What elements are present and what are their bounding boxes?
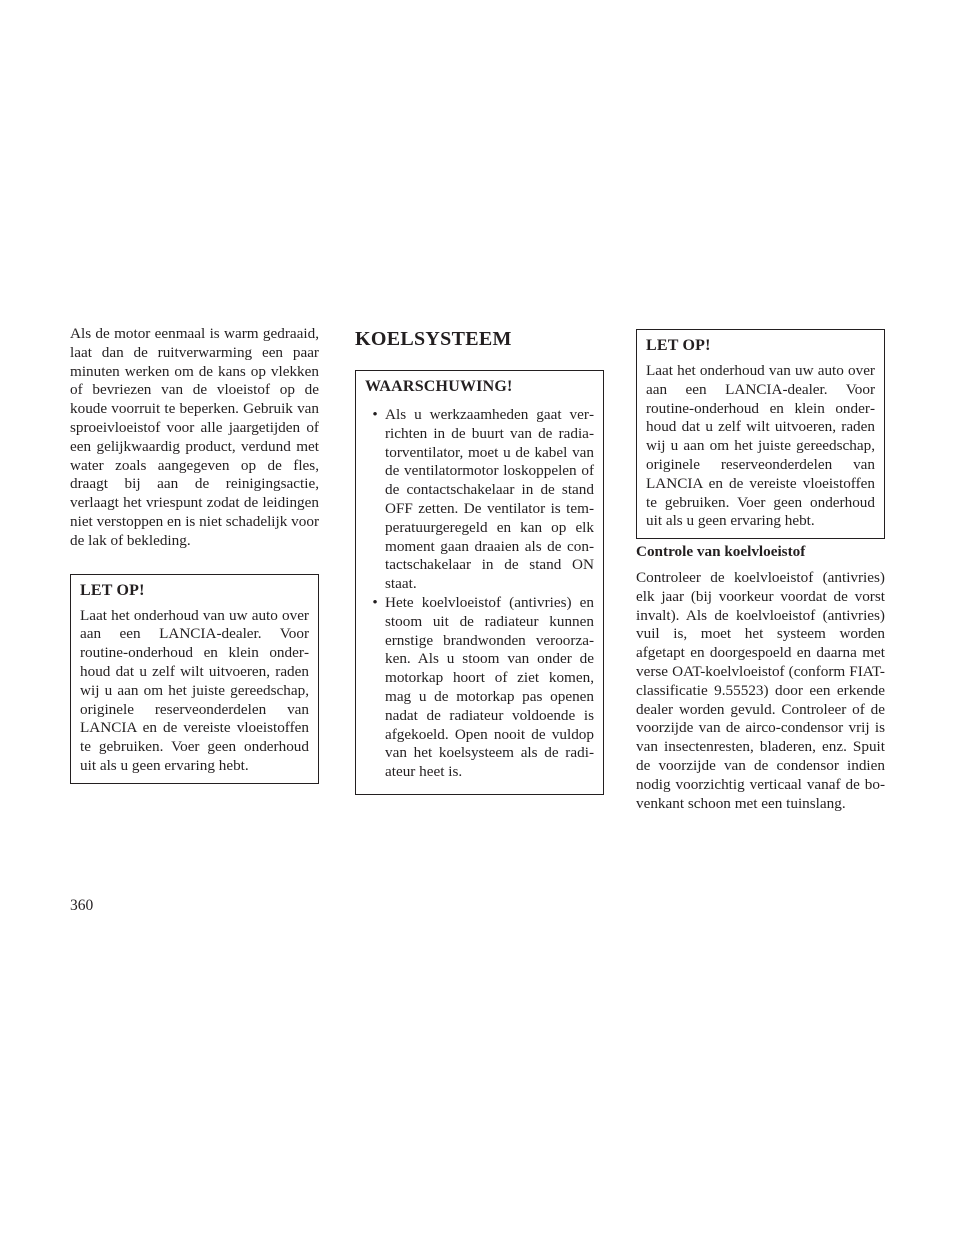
coolant-check-paragraph: Controleer de koelvloeistof (antivries) elk jaar (bij voorkeur voordat de vorst invalt). Als de koelvloeistof (antivries) vuil is, moet het systeem worden afgetapt en doorgespoeld en daarna met verse OAT-koelvloeistof (conform FIAT-classificatie 9.55523) door een erkende dealer worden gevuld. Controleer of de voorzijde van de airco-condensor vrij is van insectenresten, bladeren, enz. Spuit de voorzijde van de condensor indien nodig voorzichtig verticaal vanaf de bovenkant schoon met een tuinslang. [636,568,885,812]
caution-title: LET OP! [80,581,145,599]
middle-column [355,327,604,795]
section-title: KOELSYSTEEM [355,328,512,350]
warning-item-text: Hete koelvloeistof (antivries) en stoom uit de radiateur kunnen ernstige brandwonden veroorzaken. Als u stoom van onder de motorkap hoort of ziet komen, mag u de motorkap pas openen nadat de radiateur voldoende is afgekoeld. Open nooit de vuldop van het koelsysteem als de radiateur heet is. [385,593,594,781]
right-column [636,329,885,813]
bullet-icon: • [372,593,378,611]
warning-item-text: Als u werkzaamheden gaat verrichten in de buurt van de radiatorventilator, moet u de kabel van de ventilatormotor loskoppelen of de contactschakelaar in de stand OFF zetten. De ventilator is temperatuurgeregeld en kan op elk moment gaan draaien als de contactschakelaar in de stand ON staat. [385,406,594,593]
caution-text: Laat het onderhoud van uw auto over aan een LANCIA-dealer. Voor routine-onderhoud en klein onderhoud dat u zelf wilt uitvoeren, raden wij u aan om het juiste gereedschap, originele reserveonderdelen van LANCIA en de vereiste vloeistoffen te gebruiken. Voer geen onderhoud uit als u geen ervaring hebt. [646,362,875,530]
caution-box [70,574,319,784]
warning-list [365,406,594,782]
warning-box [355,370,604,795]
page-number: 360 [70,897,94,914]
caution-box [636,329,885,539]
coolant-check-heading: Controle van koelvloeistof [636,543,806,561]
caution-text: Laat het onderhoud van uw auto over aan een LANCIA-dealer. Voor routine-onderhoud en klein onderhoud dat u zelf wilt uitvoeren, raden wij u aan om het juiste gereedschap, originele reserveonderdelen van LANCIA en de vereiste vloeistoffen te gebruiken. Voer geen onderhoud uit als u geen ervaring hebt. [80,606,309,774]
warning-title: WAARSCHUWING! [365,378,513,395]
bullet-icon: • [372,406,378,423]
left-column [70,325,319,784]
warning-item [365,594,594,782]
defroster-paragraph: Als de motor eenmaal is warm gedraaid, laat dan de ruitverwarming een paar minuten werken om de kans op vlekken of bevriezen van de vloeistof op de koude voorruit te beperken. Gebruik van sproeivloeistof voor alle jaargetijden of een gelijkwaardig product, verdund met water zoals aangegeven op de fles, draagt bij aan de reinigingsactie, verlaagt het vriespunt zodat de leidingen niet verstoppen en is niet schadelijk voor de lak of bekleding. [70,325,319,549]
warning-item [365,406,594,594]
caution-title: LET OP! [646,337,711,354]
